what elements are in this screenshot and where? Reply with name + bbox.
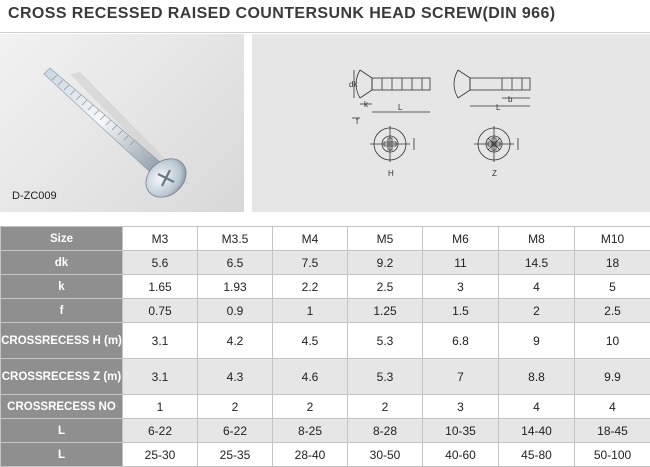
table-cell: 2.5	[575, 299, 650, 323]
table-cell: 1.93	[198, 275, 273, 299]
table-cell: 2	[499, 299, 575, 323]
table-row-crossrecess-h	[1, 323, 650, 359]
table-cell: 18-45	[575, 419, 650, 443]
label-k: k	[364, 100, 369, 109]
row-header: dk	[1, 251, 123, 275]
row-header: k	[1, 275, 123, 299]
table-cell: 18	[575, 251, 650, 275]
side-view-left	[352, 70, 430, 118]
row-header: Size	[1, 227, 123, 251]
table-cell: 4	[575, 395, 650, 419]
row-header: L	[1, 443, 123, 467]
screw-photo-image	[0, 34, 244, 212]
table-cell: M4	[273, 227, 348, 251]
row-header: L	[1, 419, 123, 443]
table-cell: 0.9	[198, 299, 273, 323]
table-cell: 30-50	[348, 443, 423, 467]
table-row-L-2	[1, 443, 650, 467]
table-cell: 10	[575, 323, 650, 359]
table-row-crossrecess-z	[1, 359, 650, 395]
table-cell: 2.5	[348, 275, 423, 299]
table-cell: 7.5	[273, 251, 348, 275]
table-cell: 7	[423, 359, 499, 395]
label-L-left: L	[398, 103, 403, 112]
row-header: CROSSRECESS NO	[1, 395, 123, 419]
table-cell: 3	[423, 275, 499, 299]
table-cell: 50-100	[575, 443, 650, 467]
page-title: CROSS RECESSED RAISED COUNTERSUNK HEAD SCREW(DIN 966)	[8, 5, 556, 23]
table-cell: 6-22	[198, 419, 273, 443]
top-view-z	[474, 126, 518, 162]
product-photo	[0, 34, 244, 212]
table-cell: 4.3	[198, 359, 273, 395]
table-cell: 25-30	[123, 443, 198, 467]
table-cell: 1.25	[348, 299, 423, 323]
table-cell: 8-25	[273, 419, 348, 443]
table-cell: 1.65	[123, 275, 198, 299]
table-cell: 1	[123, 395, 198, 419]
table-cell: 4.2	[198, 323, 273, 359]
table-cell: 6.8	[423, 323, 499, 359]
table-cell: 45-80	[499, 443, 575, 467]
screw-dimension-drawing	[252, 34, 650, 212]
table-cell: 3	[423, 395, 499, 419]
table-cell: 2.2	[273, 275, 348, 299]
table-cell: M5	[348, 227, 423, 251]
table-cell: 5.3	[348, 359, 423, 395]
table-row-dk	[1, 251, 650, 275]
table-cell: 1.5	[423, 299, 499, 323]
top-view-h	[370, 126, 414, 162]
table-row-f	[1, 299, 650, 323]
table-cell: M10	[575, 227, 650, 251]
label-f: f	[356, 117, 359, 126]
table-cell: 5	[575, 275, 650, 299]
table-cell: 4.5	[273, 323, 348, 359]
table-cell: 10-35	[423, 419, 499, 443]
table-cell: 25-35	[198, 443, 273, 467]
table-cell: M6	[423, 227, 499, 251]
label-b: b	[508, 95, 513, 104]
table-cell: 0.75	[123, 299, 198, 323]
table-cell: 1	[273, 299, 348, 323]
table-cell: 3.1	[123, 323, 198, 359]
label-dk: dk	[349, 80, 358, 89]
table-row-k	[1, 275, 650, 299]
table-cell: 2	[348, 395, 423, 419]
table-cell: 4	[499, 275, 575, 299]
table-cell: 5.6	[123, 251, 198, 275]
table-cell: 6.5	[198, 251, 273, 275]
table-cell: M8	[499, 227, 575, 251]
table-cell: 9	[499, 323, 575, 359]
row-header: CROSSRECESS Z (m)	[1, 359, 123, 395]
table-cell: 5.3	[348, 323, 423, 359]
side-view-right	[454, 70, 530, 106]
table-cell: 40-60	[423, 443, 499, 467]
table-cell: M3.5	[198, 227, 273, 251]
table-cell: 14.5	[499, 251, 575, 275]
label-L-right: L	[496, 103, 501, 112]
table-cell: 6-22	[123, 419, 198, 443]
product-code: D-ZC009	[12, 190, 57, 202]
label-H: H	[388, 169, 394, 178]
table-cell: M3	[123, 227, 198, 251]
table-cell: 9.2	[348, 251, 423, 275]
spec-table	[0, 226, 650, 467]
table-cell: 11	[423, 251, 499, 275]
label-Z: Z	[492, 169, 497, 178]
table-cell: 4.6	[273, 359, 348, 395]
table-cell: 4	[499, 395, 575, 419]
title-bar	[0, 0, 650, 33]
row-header: CROSSRECESS H (m)	[1, 323, 123, 359]
table-cell: 8-28	[348, 419, 423, 443]
table-cell: 14-40	[499, 419, 575, 443]
table-cell: 28-40	[273, 443, 348, 467]
table-cell: 2	[273, 395, 348, 419]
table-cell: 2	[198, 395, 273, 419]
table-row-crossrecess-no	[1, 395, 650, 419]
table-row-size	[1, 227, 650, 251]
table-cell: 9.9	[575, 359, 650, 395]
technical-drawing	[252, 34, 650, 212]
row-header: f	[1, 299, 123, 323]
table-cell: 8.8	[499, 359, 575, 395]
table-row-L-1	[1, 419, 650, 443]
table-cell: 3.1	[123, 359, 198, 395]
